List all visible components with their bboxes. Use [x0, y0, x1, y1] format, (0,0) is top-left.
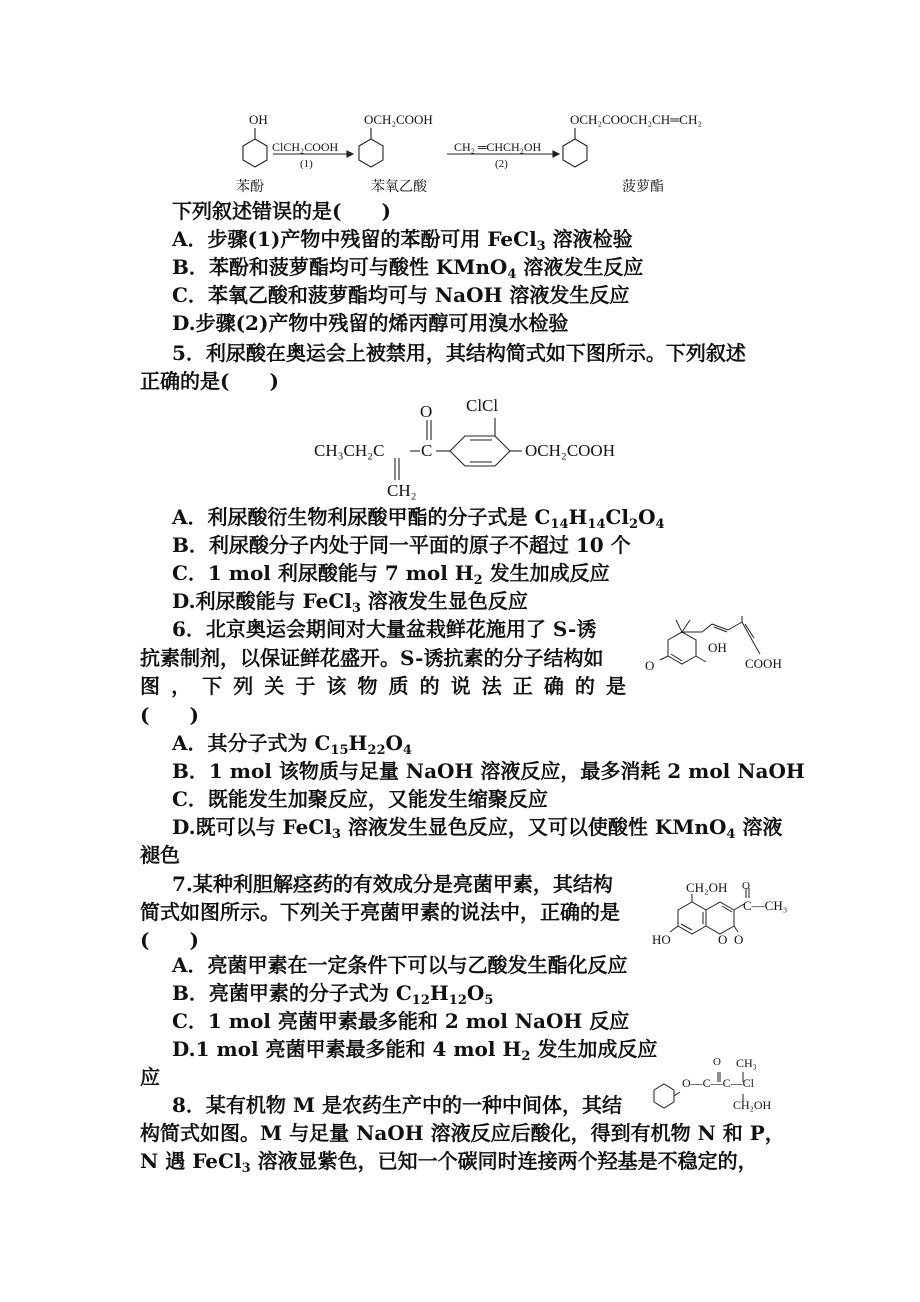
- q8-methyl-label: CH₃: [736, 1056, 757, 1070]
- q6-carboxyl-label: COOH: [745, 656, 782, 671]
- q5-ethyl-chain: CH₃CH₂C: [314, 441, 385, 460]
- q8-hydroxymethyl-label: CH₂OH: [733, 1098, 772, 1112]
- q6-option-c[interactable]: C．既能发生加聚反应，又能发生缩聚反应: [172, 787, 548, 811]
- q5-carbonyl-o: O: [420, 402, 433, 421]
- q8-stem-line1: 8．某有机物 M 是农药生产中的一种中间体，其结: [172, 1093, 622, 1117]
- q4-option-c[interactable]: C．苯氧乙酸和菠萝酯均可与 NaOH 溶液发生反应: [172, 283, 630, 307]
- q7-pyrone-ring: [706, 902, 734, 934]
- q4-option-d[interactable]: D.步骤(2)产物中残留的烯丙醇可用溴水检验: [172, 311, 569, 335]
- q7-option-c[interactable]: C．1 mol 亮菌甲素最多能和 2 mol NaOH 反应: [172, 1009, 630, 1033]
- q4-option-a[interactable]: A．步骤(1)产物中残留的苯酚可用 FeCl$_3$ 溶液检验: [172, 227, 633, 254]
- phenol-name: 苯酚: [236, 180, 264, 195]
- q6-stem-line3: 图，下列关于该物质的说法正确的是: [140, 674, 626, 698]
- ester-name: 菠萝酯: [622, 180, 664, 195]
- q7-lactone-o-label: O: [734, 932, 744, 947]
- q8-stem-line3: N 遇 FeCl$_3$ 溶液显紫色，已知一个碳同时连接两个羟基是不稳定的，: [140, 1149, 758, 1176]
- q7-hydroxymethyl-label: CH₂OH: [686, 880, 728, 895]
- q6-option-d-continued: 褪色: [140, 843, 180, 867]
- q4-option-b[interactable]: B．苯酚和菠萝酯均可与酸性 KMnO$_4$ 溶液发生反应: [172, 255, 644, 282]
- q6-hydroxyl-label: OH: [708, 640, 727, 655]
- q7-acetyl-o-label: O: [742, 880, 750, 892]
- q7-stem-line2: 简式如图所示。下列关于亮菌甲素的说法中，正确的是: [140, 900, 620, 924]
- q5-option-b[interactable]: B．利尿酸分子内处于同一平面的原子不超过 10 个: [172, 533, 631, 557]
- acid-group-label: OCH₂COOH: [364, 112, 433, 127]
- q6-stem-line2: 抗素制剂，以保证鲜花盛开。S-诱抗素的分子结构如: [140, 646, 604, 670]
- q5-stem-line1: 5．利尿酸在奥运会上被禁用，其结构简式如下图所示。下列叙述: [172, 341, 746, 365]
- q7-option-d[interactable]: D.1 mol 亮菌甲素最多能和 4 mol $H_2$ 发生加成反应: [172, 1037, 658, 1064]
- q5-stem-line2: 正确的是( ): [140, 369, 279, 393]
- ester-group-label: OCH₂COOCH₂CH═CH₂: [570, 112, 702, 127]
- q7-benzene-ring: [678, 902, 706, 934]
- q6-stem-line1: 6．北京奥运会期间对大量盆栽鲜花施用了 S-诱: [172, 617, 597, 641]
- q7-option-d-continued: 应: [140, 1065, 160, 1089]
- q7-ring-o-label: O: [718, 932, 728, 947]
- phenol-ring: [243, 139, 267, 167]
- q5-option-c[interactable]: C．1 mol 利尿酸能与 7 mol $H_2$ 发生加成反应: [172, 561, 610, 588]
- q7-hydroxyl-label: HO: [652, 932, 671, 947]
- q5-methylene: CH₂: [387, 481, 417, 500]
- q6-option-a[interactable]: A．其分子式为 $C_{15}H_{22}O_4$: [172, 731, 412, 758]
- q4-stem: 下列叙述错误的是( ): [172, 199, 391, 223]
- q6-stem-line4: ( ): [140, 703, 199, 727]
- q7-stem-line1: 7.某种利胆解痉药的有效成分是亮菌甲素，其结构: [172, 872, 613, 896]
- q7-option-a[interactable]: A．亮菌甲素在一定条件下可以与乙酸发生酯化反应: [172, 953, 628, 977]
- step-2-label: (2): [495, 158, 508, 170]
- q6-keto-o-label: O: [645, 658, 655, 673]
- reagent-2-label: CH₂ ═CHCH₂OH: [454, 140, 542, 154]
- acid-ring: [359, 139, 383, 167]
- q8-carbonyl-o-label: O: [713, 1056, 721, 1068]
- q7-stem-line3: ( ): [140, 928, 199, 952]
- q8-benzene-ring: [654, 1084, 674, 1108]
- phenol-oh-label: OH: [249, 112, 268, 127]
- acid-name: 苯氧乙酸: [371, 180, 427, 195]
- ester-ring: [563, 139, 587, 167]
- q7-acetyl-label: C—CH₃: [743, 898, 788, 913]
- q5-option-a[interactable]: A．利尿酸衍生物利尿酸甲酯的分子式是 $C_{14}H_{14}Cl_2O_4$: [172, 505, 665, 532]
- q6-option-b[interactable]: B．1 mol 该物质与足量 NaOH 溶液反应，最多消耗 2 mol NaOH: [172, 759, 805, 783]
- q8-chain-label: O—C—C—Cl: [682, 1076, 755, 1090]
- reagent-1-label: ClCH₂COOH: [272, 140, 339, 154]
- q7-option-b[interactable]: B．亮菌甲素的分子式为 $C_{12}H_{12}O_5$: [172, 981, 494, 1008]
- q5-dichloro-label: ClCl: [466, 396, 499, 415]
- q5-option-d[interactable]: D.利尿酸能与 FeCl$_3$ 溶液发生显色反应: [172, 589, 528, 616]
- q6-ring: [668, 632, 696, 664]
- q6-option-d[interactable]: D.既可以与 FeCl$_3$ 溶液发生显色反应，又可以使酸性 KMnO$_4$ 溶液: [172, 815, 783, 842]
- step-1-label: (1): [300, 158, 313, 170]
- q5-carbonyl-c: C: [421, 441, 433, 460]
- q5-ether-acid: OCH₂COOH: [525, 441, 615, 460]
- q8-stem-line2: 构简式如图。M 与足量 NaOH 溶液反应后酸化，得到有机物 N 和 P，: [140, 1121, 785, 1145]
